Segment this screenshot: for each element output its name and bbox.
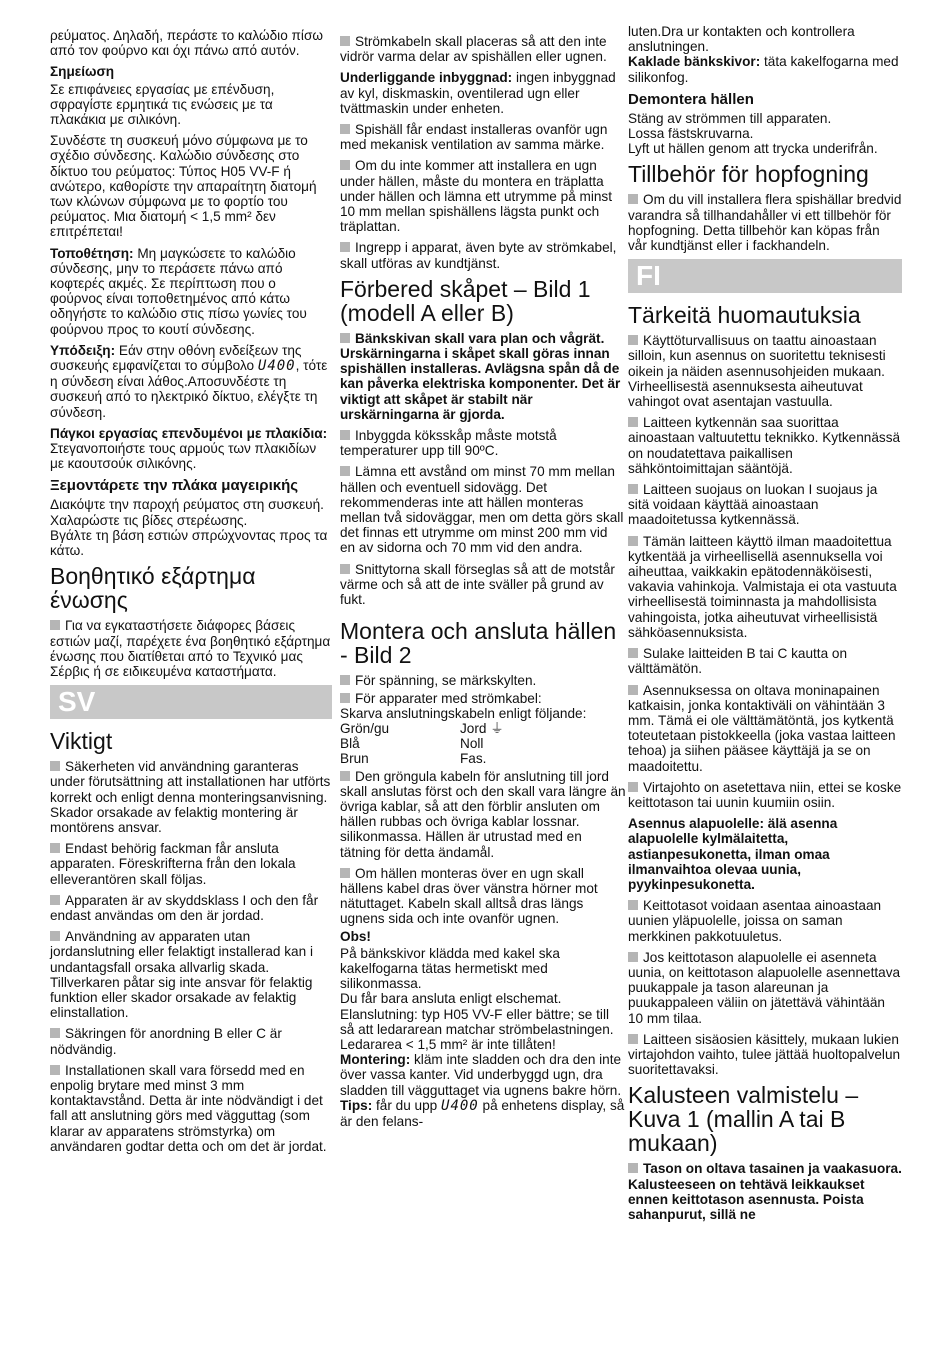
bullet-item: Laitteen kytkennän saa suorittaa ainoastaan valtuutettu teknikko. Kytkennässä on noudatettava paikallisen sähköntoimittajan sääntöjä. (628, 415, 901, 476)
bullet-square-icon (628, 685, 638, 695)
bullet-item: Lämna ett avstånd om minst 70 mm mellan hällen och eventuell sidovägg. Det rekommenderas inte att hällen monteras mellan två sidoväggar, men om detta görs skall det finnas ett utrymme om minst 200 mm vid en av sidorna och 70 mm vid den andra. (340, 464, 624, 556)
section-title: Tillbehör för hopfogning (628, 161, 869, 188)
paragraph (628, 816, 902, 892)
paragraph: Συνδέστε τη συσκευή μόνο σύμφωνα με το σχέδιο σύνδεσης. Καλώδιο σύνδεσης στο δίκτυο του ρεύματος: Τύπος H05 VV-F ή ανώτερο, καθορίστε την απαραίτητη διατομή των κλώνων σύμφωνα με το φορτίο του ρεύματος. Μια διατομή < 1,5 mm² δεν επιτρέπεται! (50, 133, 317, 240)
bullet-square-icon (50, 895, 60, 905)
text-line: Διακόψτε την παροχή ρεύματος στη συσκευή. (50, 497, 324, 513)
inline-text: ingen inbyggnad av kyl, diskmaskin, oventilerad ugn eller tvättmaskin under enheten. (340, 70, 616, 116)
wire-connection: Fas. (460, 751, 487, 767)
bullet-item: Virtajohto on asetettava niin, ettei se koske keittotason tai uunin kuumiin osiin. (628, 779, 902, 810)
paragraph: ρεύματος. Δηλαδή, περάστε το καλώδιο πίσω από τον φούρνο και όχι πάνω από αυτόν. (50, 28, 323, 59)
paragraph: silikonmassa. Hällen är utrustad med en tätning för detta ändamål. (340, 829, 582, 860)
column-swedish-finnish (628, 24, 902, 1228)
bullet-square-icon (340, 868, 350, 878)
wire-color: Brun (340, 751, 369, 767)
bullet-square-icon (628, 952, 638, 962)
display-symbol: U400 (441, 1097, 479, 1114)
inline-label: Υπόδειξη: (50, 342, 116, 358)
bullet-square-icon (50, 1065, 60, 1075)
wire-color: Grön/gu (340, 720, 390, 736)
paragraph: Du får bara ansluta enligt elschemat. Elanslutning: typ H05 VV-F eller bättre; se till så att ledararean matchar strömbelastningen. Ledararea < 1,5 mm² är inte tillåten! (340, 991, 614, 1052)
bullet-item: Inbyggda köksskåp måste motstå temperaturer upp till 90ºC. (340, 428, 557, 459)
obs-heading: Obs! (340, 928, 371, 944)
bullet-square-icon (340, 466, 350, 476)
bullet-item: Säkerheten vid användning garanteras under förutsättning att installationen har utförts korrekt och enligt denna monteringsanvisning. Skador orsakade av felaktig montering är montörens ansvar. (50, 759, 331, 835)
bullet-square-icon (628, 782, 638, 792)
section-title: Montera och ansluta hällen - Bild 2 (340, 618, 617, 669)
paragraph (340, 1098, 626, 1129)
bullet-square-icon (628, 194, 638, 204)
wire-color: Blå (340, 736, 360, 752)
display-symbol: U400 (257, 358, 296, 375)
inline-text: Στεγανοποιήστε τους αρμούς των πλακιδίων με καουτσούκ σιλικόνης. (50, 441, 317, 472)
bullet-square-icon (340, 242, 350, 252)
text-line: Stäng av strömmen till apparaten. (628, 110, 832, 126)
bullet-item: Den gröngula kabeln för anslutning till jord skall anslutas först och den skall vara längre än övriga kablar, så att den förblir ansluten om hällen rubbas och övriga kablar lossnar. (340, 768, 626, 830)
bullet-square-icon (628, 536, 638, 546)
inline-text: får du upp (372, 1097, 442, 1113)
bullet-item: Για να εγκαταστήσετε διάφορες βάσεις εστιών μαζί, παρέχετε ένα βοηθητικό εξάρτημα ένωσης που διατίθεται από το Τεχνικό μας Σέρβις ή σε ειδικευμένα καταστήματα. (50, 618, 331, 679)
bullet-square-icon (340, 675, 350, 685)
bullet-item: Ingrepp i apparat, även byte av strömkabel, skall utföras av kundtjänst. (340, 240, 617, 271)
section-heading: Demontera hällen (628, 90, 754, 108)
inline-text: Μη μαγκώσετε το καλώδιο σύνδεσης, μην το περάσετε πάνω από κοφτερές ακμές. Σε περίπτωση που ο φούρνος είναι τοποθετημένος από κάτω οδηγήστε το καλώδιο στις πίσω γωνίες του φούρνου προς το κουτί σύνδεσης. (50, 245, 307, 337)
paragraph (50, 246, 332, 337)
bullet-square-icon (340, 160, 350, 170)
bullet-item: Laitteen sisäosien käsittely, mukaan lukien virtajohdon vaihto, tulee jättää huoltopalvelun suoritettavaksi. (628, 1031, 901, 1078)
inline-label: Tips: (340, 1097, 373, 1113)
wire-connection: Jord ⏚ (460, 720, 504, 736)
bullet-item: Endast behörig fackman får ansluta apparaten. Föreskrifterna från den lokala elleverantören skall följas. (50, 841, 296, 887)
bullet-item: Jos keittotason alapuolelle ei asenneta uunia, on keittotason alapuolelle asennettava puukappale ja tason alareunan ja puukappaleen väliin on jätettävä vähintään 10 mm tilaa. (628, 949, 901, 1026)
wire-table (340, 721, 626, 767)
bullet-item: Strömkabeln skall placeras så att den inte vidrör varma delar av spishällen eller ugnen. (340, 34, 607, 65)
section-title: Tärkeitä huomautuksia (628, 302, 861, 329)
bullet-square-icon (628, 484, 638, 494)
bullet-square-icon (628, 648, 638, 658)
bullet-item: Snittytorna skall förseglas så att de motstår värme och så att de inte sväller på grund av fukt. (340, 561, 615, 608)
column-swedish (340, 34, 626, 1135)
bullet-square-icon (340, 333, 350, 343)
inline-text: älä asenna alapuolelle kylmälaitetta, astianpesukonetta, ilman omaa ilmanvaihtoa olevaa uunia, pyykinpesukonetta. (628, 816, 838, 892)
paragraph (628, 54, 902, 84)
bullet-item: Käyttöturvallisuus on taattu ainoastaan silloin, kun asennus on suoritettu teknisesti oikein ja näiden asennusohjeiden mukaan. Virheellisestä asennuksesta aiheutuvat vahingot ovat asentajan vastuulla. (628, 333, 886, 410)
bullet-item: För apparater med strömkabel: (340, 691, 626, 706)
inline-text: , τότε η σύνδεση είναι λάθος.Αποσυνδέστε τη συσκευή από το ηλεκτρικό δίκτυο, ελέγξτε τη σύνδεση. (50, 358, 328, 420)
paragraph: luten.Dra ur kontakten och kontrollera anslutningen. (628, 24, 855, 55)
bullet-item: Om hällen monteras över en ugn skall hällens kabel dras över vänstra hörner mot nätuttaget. Kabeln skall alltså dras längs ugnens sida och inte ovanför ugnen. (340, 865, 598, 927)
inline-text: täta kakelfogarna med silikonfog. (628, 54, 899, 85)
text-line: Lyft ut hällen genom att trycka underifrån. (628, 141, 878, 157)
bullet-item: Om du vill installera flera spishällar bredvid varandra så tillhandahåller vi ett tillbehör för hopfogning. Detta tillbehör kan köpas från vår kundtjänst eller i fackhandeln. (628, 192, 902, 254)
bullet-square-icon (628, 1163, 638, 1173)
paragraph (340, 1052, 626, 1098)
bullet-item: Asennuksessa on oltava moninapainen katkaisin, jonka kontaktiväli on vähintään 3 mm. Tämä ei ole välttämätöntä, jos kytkentä toteutetaan pistokkeella (joka vastaa laitteen tehoa) ja siihen pääsee käyttäjä ja se on maadoitettu. (628, 682, 896, 774)
section-title: Förbered skåpet – Bild 1 (modell A eller B) (340, 275, 591, 326)
bullet-square-icon (628, 335, 638, 345)
bullet-square-icon (628, 417, 638, 427)
bullet-item: Tason on oltava tasainen ja vaakasuora. Kalusteeseen on tehtävä leikkaukset ennen keittotason asennusta. Poista sahanpurut, sillä ne (628, 1161, 902, 1222)
bullet-square-icon (340, 124, 350, 134)
bullet-square-icon (50, 843, 60, 853)
paragraph (50, 426, 332, 472)
bullet-item: Installationen skall vara försedd med en enpolig brytare med minst 3 mm kontaktavstånd. Detta är inte nödvändigt i det fall att anslutning görs med vägguttag (som klarar av apparatens strömstyrka) om användaren godtar detta och om det är jordat. (50, 1062, 327, 1154)
inline-label: Kaklade bänkskivor: (628, 54, 761, 70)
text-line: Lossa fästskruvarna. (628, 126, 754, 142)
inline-text: Εάν στην οθόνη ενδείξεων της συσκευής εμφανίζεται το σύμβολο (50, 342, 302, 374)
section-title: Viktigt (50, 728, 113, 755)
inline-label: Montering: (340, 1052, 411, 1068)
inline-label: Τοποθέτηση: (50, 245, 134, 261)
bullet-item: Spishäll får endast installeras ovanför ugn med mekanisk ventilation av samma märke. (340, 122, 608, 153)
language-badge: SV (50, 685, 332, 719)
language-badge: FI (628, 259, 902, 293)
bullet-item: Apparaten är av skyddsklass I och den får endast användas om den är jordad. (50, 892, 319, 923)
bullet-square-icon (628, 1034, 638, 1044)
inline-label: Πάγκοι εργασίας επενδυμένοι με πλακίδια: (50, 425, 328, 441)
bullet-item: För spänning, se märkskylten. (340, 673, 626, 688)
bullet-item: Keittotasot voidaan asentaa ainoastaan uunien yläpuolelle, joissa on saman merkkinen pakkotuuletus. (628, 898, 882, 944)
wire-connection: Noll (460, 736, 484, 752)
section-title: Kalusteen valmistelu – Kuva 1 (mallin A tai B mukaan) (628, 1082, 859, 1157)
bullet-item: Säkringen för anordning B eller C är nödvändig. (50, 1026, 282, 1057)
bullet-square-icon (340, 564, 350, 574)
bullet-item: Laitteen suojaus on luokan I suojaus ja sitä voidaan käyttää ainoastaan maadoitetussa kytkennässä. (628, 482, 878, 528)
bullet-square-icon (628, 900, 638, 910)
bullet-square-icon (50, 931, 60, 941)
bullet-square-icon (340, 36, 350, 46)
bullet-item: Om du inte kommer att installera en ugn under hällen, måste du montera en träplatta under hällen och lämna ett utrymme på minst 10 mm mellan spishällens lägsta punkt och träplattan. (340, 158, 613, 235)
text-line: Χαλαρώστε τις βίδες στερέωσης. (50, 512, 248, 528)
bullet-item: Användning av apparaten utan jordanslutning eller felaktigt installerad kan i undantagsfall orsaka allvarlig skada. Tillverkaren påtar sig inte ansvar för felaktig funktion eller skador orsakade av felaktig elinstallation. (50, 929, 313, 1021)
bullet-square-icon (50, 761, 60, 771)
section-heading: Ξεμοντάρετε την πλάκα μαγειρικής (50, 477, 299, 495)
note-heading: Σημείωση (50, 64, 115, 80)
inline-label: Asennus alapuolelle: (628, 816, 764, 832)
column-greek-swedish (50, 28, 332, 1160)
bullet-square-icon (340, 430, 350, 440)
bullet-item: Bänkskivan skall vara plan och vågrät. Urskärningarna i skåpet skall göras innan spishällen installeras. Avlägsna spån då de kan påverka elektriska komponenter. Det är viktigt att skåpet är stabilt när urskärningarna är gjorda. (340, 330, 621, 422)
inline-text: kläm inte sladden och dra den inte över vassa kanter. Vid underbyggd ugn, dra sladden till vägguttaget via ugnens bakre hörn. (340, 1052, 622, 1098)
inline-label: Underliggande inbyggnad: (340, 70, 513, 86)
paragraph: Σε επιφάνειες εργασίας με επένδυση, σφραγίστε ερμητικά τις ενώσεις με τα πλακάκια με σιλικόνη. (50, 81, 275, 128)
paragraph (50, 343, 332, 420)
bullet-square-icon (340, 771, 350, 781)
section-title: Βοηθητικό εξάρτημα ένωσης (50, 563, 256, 614)
bullet-item: Tämän laitteen käyttö ilman maadoitettua kytkentää ja virheellisellä asennuksella voi aiheuttaa, vaikkakin epätodennäköisesti, vakavia vahinkoja. Valmistaja ei ota vastuuta virheellisestä toiminnasta ja mahdollisista vahingoista, jotka aiheutuvat virheellisistä sähköasennuksista. (628, 533, 897, 640)
bullet-square-icon (340, 693, 350, 703)
paragraph (340, 70, 626, 116)
bullet-item: Sulake laitteiden B tai C kautta on välttämätön. (628, 646, 848, 677)
text-line: Skarva anslutningskabeln enligt följande: (340, 705, 587, 721)
paragraph: På bänkskivor klädda med kakel ska kakelfogarna tätas hermetiskt med silikonmassa. (340, 945, 560, 992)
text-line: Βγάλτε τη βάση εστιών σπρώχνοντας προς τα κάτω. (50, 527, 328, 559)
bullet-square-icon (50, 620, 60, 630)
inline-text: på enhetens display, så är den felans- (340, 1097, 625, 1129)
bullet-square-icon (50, 1028, 60, 1038)
